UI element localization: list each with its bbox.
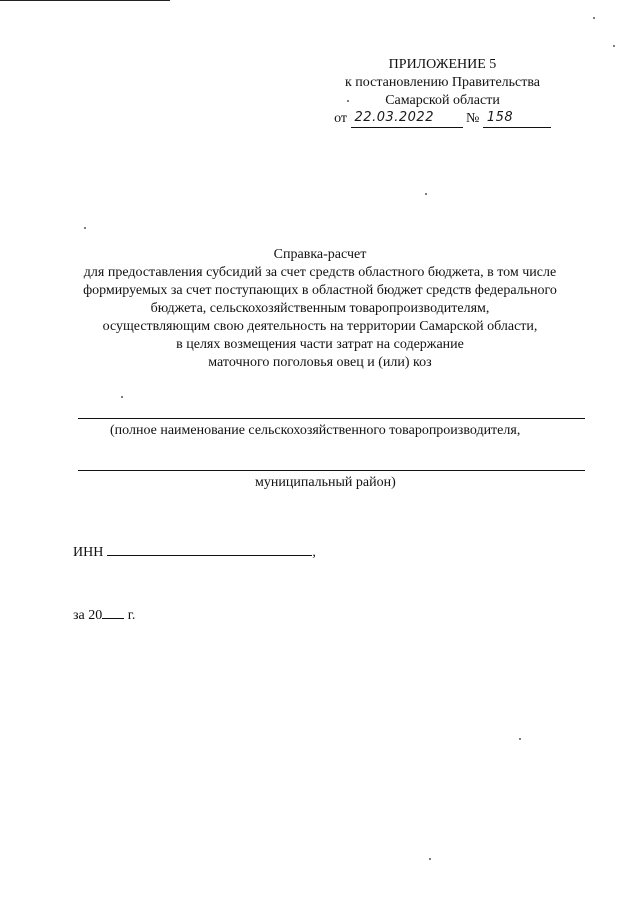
producer-name-line: [78, 418, 585, 419]
scan-speck: [593, 17, 595, 19]
document-title-block: [40, 246, 600, 372]
date-prefix: от: [334, 111, 348, 126]
producer-caption: (полное наименование сельскохозяйственного товаропроизводителя,: [110, 423, 521, 438]
district-caption: муниципальный район): [255, 475, 396, 490]
subtitle-line-3: бюджета, сельскохозяйственным товаропроизводителям,: [150, 301, 490, 316]
scan-speck: [429, 858, 431, 860]
scan-speck: [613, 45, 615, 47]
date-field: [351, 110, 463, 128]
inn-suffix: ,: [312, 545, 316, 560]
scan-speck: [425, 193, 427, 195]
number-field: [483, 110, 551, 128]
subtitle-line-6: маточного поголовья овец и (или) коз: [208, 355, 432, 370]
inn-field: [107, 542, 312, 556]
year-field: [102, 605, 124, 619]
scan-speck: [347, 100, 349, 102]
appendix-line-1: к постановлению Правительства: [344, 75, 541, 90]
appendix-title: ПРИЛОЖЕНИЕ 5: [388, 57, 497, 72]
subtitle-line-5: в целях возмещения части затрат на содержание: [176, 337, 464, 352]
appendix-line-2: Самарской области: [385, 93, 500, 108]
document-title: Справка-расчет: [273, 247, 367, 262]
year-suffix: г.: [127, 608, 136, 623]
appendix-date-number: [330, 110, 555, 128]
subtitle-line-1: для предоставления субсидий за счет средств областного бюджета, в том числе: [83, 265, 557, 280]
district-line: [78, 470, 585, 471]
number-prefix: №: [466, 111, 480, 126]
handwritten-date: 22.03.2022: [354, 110, 434, 125]
scan-edge-line: [0, 0, 170, 1]
handwritten-number: 158: [486, 110, 514, 125]
inn-label: ИНН: [73, 545, 104, 560]
year-row: [73, 605, 135, 625]
inn-row: [73, 542, 316, 562]
scan-speck: [121, 396, 123, 398]
scan-speck: [519, 738, 521, 740]
appendix-header: [330, 56, 555, 128]
subtitle-line-4: осуществляющим свою деятельность на территории Самарской области,: [102, 319, 538, 334]
year-prefix: за 20: [73, 608, 103, 623]
subtitle-line-2: формируемых за счет поступающих в областной бюджет средств федерального: [83, 283, 557, 298]
scan-speck: [84, 227, 86, 229]
